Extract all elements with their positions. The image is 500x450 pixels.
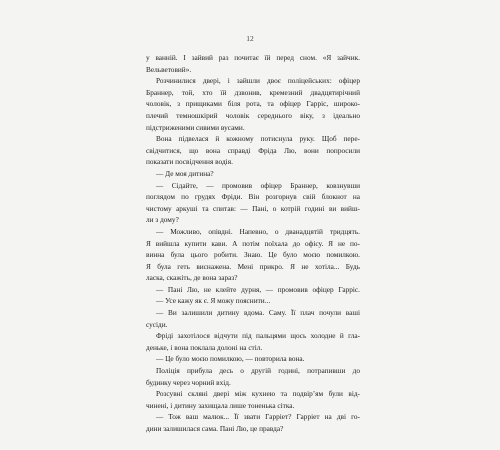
text-line: плечий темношкірий чоловік середнього віку, з ідеально (146, 110, 360, 120)
text-line: — Тож ваш малюк... Її звати Гарріет? Гарріет на дві го- (156, 412, 360, 422)
text-line: поглядом по грудях Фріди. Він розгорнув свій блокнот на (146, 192, 360, 202)
text-line: — Сідайте, — промовив офіцер Браннер, ковзнувши (156, 180, 360, 190)
text-line: Поліція прибула десь о другій годині, потрапивши до (156, 366, 360, 376)
text-line: — Усе кажу як є. Я можу пояснити... (156, 296, 271, 306)
text-line: Браннер, той, хто їй дзвонив, кремезний двадцятирічний (146, 87, 360, 97)
text-line: чистому аркуші та спитав: — Пані, о котрій годині ви вийш- (146, 203, 360, 213)
text-line: чоловік, з прищиками біля рота, та офіцер Гарріс, широко- (146, 99, 360, 109)
text-line: чинені, і дитину захищала лише тоненька сітка. (146, 400, 295, 410)
text-line: Розсувні скляні двері між кухнею та подвір’ям були від- (156, 389, 360, 399)
text-line: — Ви залишили дитину вдома. Саму. Її плач почули ваші (156, 308, 360, 318)
text-line: — Можливо, опівдні. Напевно, о дванадцятій тридцять. (156, 226, 360, 236)
text-line: деньке, і вона поклала долоні на стіл. (146, 342, 263, 352)
text-line: Розчинилися двері, і зайшли двоє поліцейських: офіцер (156, 76, 360, 86)
text-line: ласка, скажіть, де вона зараз? (146, 273, 238, 283)
body-text (146, 52, 360, 435)
text-line: — Це було моєю помилкою, — повторила вона. (156, 354, 305, 364)
text-line: показати посвідчення водія. (146, 157, 233, 167)
text-line: винна була цього робити. Знаю. Це було моєю помилкою. (146, 250, 360, 260)
page-number: 12 (246, 34, 254, 43)
text-line: Вона підвелася й кожному потиснула руку. Щоб пере- (156, 134, 360, 144)
text-line: підстриженими сивими вусами. (146, 122, 245, 132)
text-line: Фріді захотілося відчути під пальцями щось холодне й гла- (156, 331, 360, 341)
text-line: ли з дому? (146, 215, 179, 225)
text-line: свідчитися, що вона справді Фріда Лю, вони попросили (146, 145, 360, 155)
text-line: Я була геть виснажена. Мені прикро. Я не хотіла... Будь (146, 261, 360, 271)
text-line: — Пані Лю, не клейте дурня, — промовив офіцер Гарріс. (156, 284, 360, 294)
text-line: сусіди. (146, 319, 168, 329)
text-line: Вельветовий». (146, 64, 192, 74)
text-line: — Де моя дитина? (156, 168, 214, 178)
text-line: будинку через чорний вхід. (146, 377, 231, 387)
text-line: дини залишилася сама. Пані Лю, це правда? (146, 424, 284, 433)
text-line: Я вийшла купити кави. А потім поїхала до офісу. Я не по- (146, 238, 360, 248)
text-line: у ванній. І зайвий раз почитає їй перед сном. «Я зайчик. (146, 53, 360, 62)
